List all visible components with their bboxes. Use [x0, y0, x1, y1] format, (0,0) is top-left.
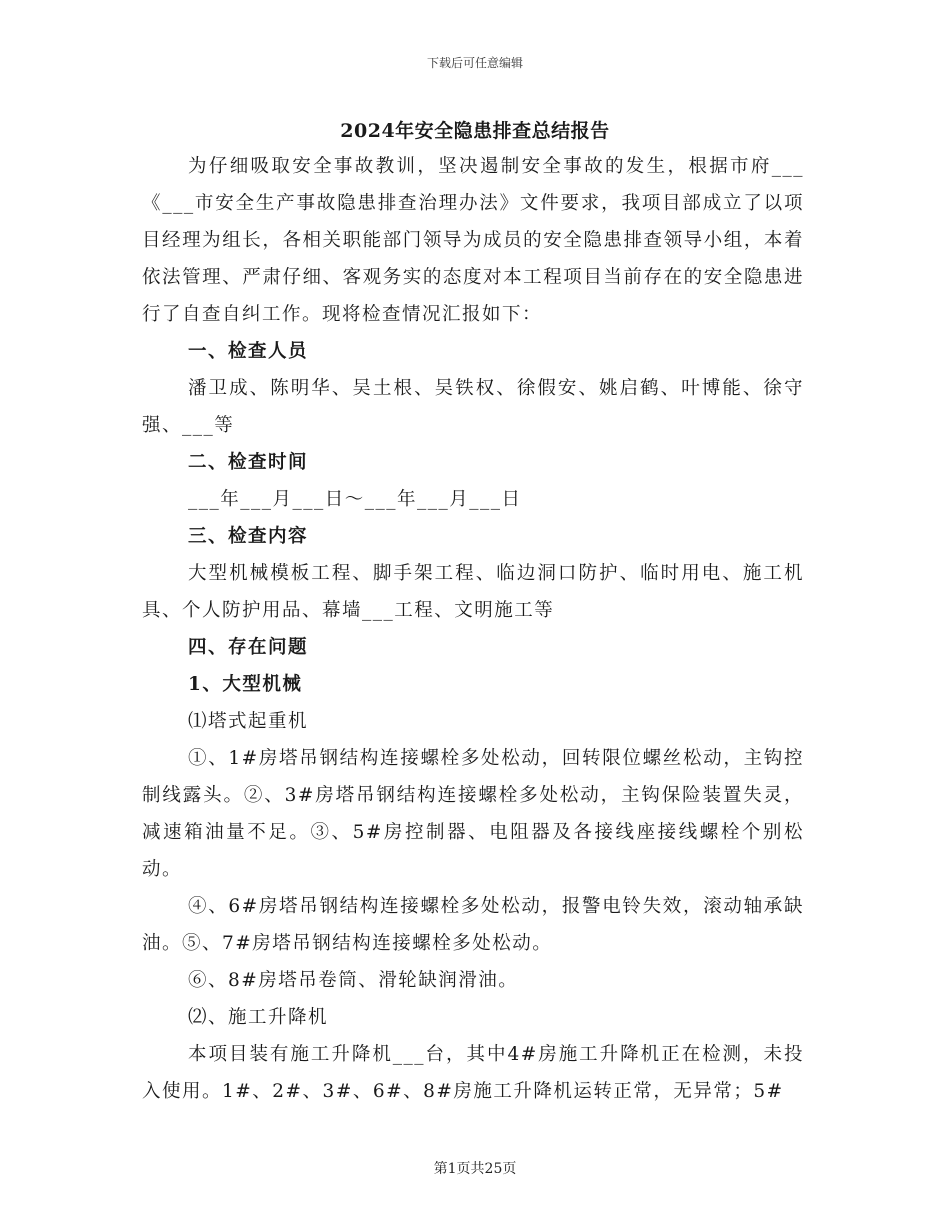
inspectors-list: 潘卫成、陈明华、吴土根、吴铁权、徐假安、姚启鹤、叶博能、徐守强、___等 — [142, 378, 804, 436]
crane-issues-paragraph-2: ④、6#房塔吊钢结构连接螺栓多处松动，报警电铃失效，滚动轴承缺油。⑤、7#房塔吊钢结构连接螺栓多处松动。 — [142, 896, 804, 954]
document-title: 2024年安全隐患排查总结报告 — [340, 120, 610, 142]
document-body — [142, 148, 804, 1110]
crane-issues-paragraph-3: ⑥、8#房塔吊卷筒、滑轮缺润滑油。 — [188, 970, 519, 991]
subsection-heading-machinery: 1、大型机械 — [188, 674, 303, 695]
section-heading-problems: 四、存在问题 — [188, 637, 309, 658]
item-construction-elevator: ⑵、施工升降机 — [188, 1007, 329, 1028]
section-heading-time: 二、检查时间 — [188, 452, 309, 473]
intro-paragraph: 为仔细吸取安全事故教训，坚决遏制安全事故的发生，根据市府___《___市安全生产事故隐患排查治理办法》文件要求，我项目部成立了以项目经理为组长，各相关职能部门领导为成员的安全隐患排查领导小组，本着依法管理、严肃仔细、客观务实的态度对本工程项目当前存在的安全隐患进行了自查自纠工作。现将检查情况汇报如下： — [142, 156, 804, 325]
page-header-note: 下载后可任意编辑 — [426, 56, 523, 70]
section-heading-content: 三、检查内容 — [188, 526, 309, 547]
page-number: 第1页共25页 — [433, 1161, 517, 1177]
item-tower-crane: ⑴塔式起重机 — [188, 711, 309, 732]
crane-issues-paragraph-1: ①、1#房塔吊钢结构连接螺栓多处松动，回转限位螺丝松动，主钩控制线露头。②、3#房塔吊钢结构连接螺栓多处松动，主钩保险装置失灵，减速箱油量不足。③、5#房控制器、电阻器及各接线座接线螺栓个别松动。 — [142, 748, 804, 880]
elevator-paragraph: 本项目装有施工升降机___台，其中4#房施工升降机正在检测，未投入使用。1#、2#、3#、6#、8#房施工升降机运转正常，无异常；5# — [142, 1044, 804, 1102]
section-heading-inspectors: 一、检查人员 — [188, 341, 309, 362]
inspection-time: ___年___月___日～___年___月___日 — [188, 489, 522, 510]
inspection-content: 大型机械模板工程、脚手架工程、临边洞口防护、临时用电、施工机具、个人防护用品、幕墙___工程、文明施工等 — [142, 563, 804, 621]
